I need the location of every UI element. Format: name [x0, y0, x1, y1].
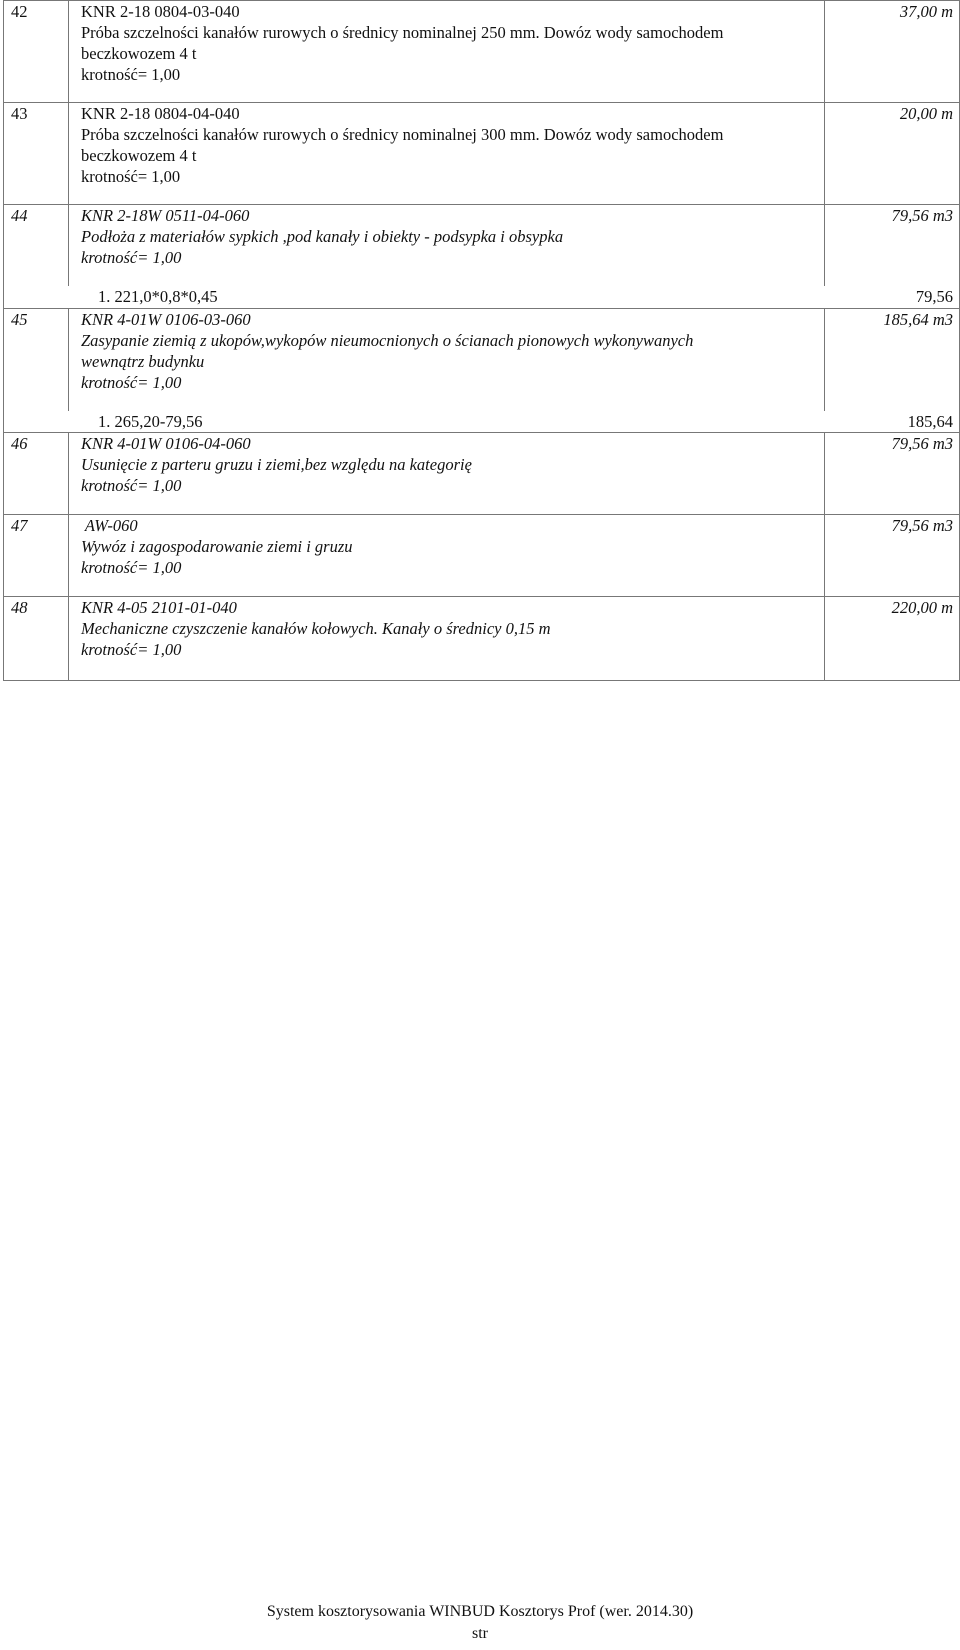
- footer-system-name: System kosztorysowania WINBUD Kosztorys Prof (wer. 2014.30): [266, 1603, 694, 1620]
- item-description: [69, 433, 825, 514]
- item-code: KNR 2-18W 0511-04-060: [81, 206, 250, 225]
- item-multiplier: krotność= 1,00: [81, 65, 181, 84]
- item-desc-line: Wywóz i zagospodarowanie ziemi i gruzu: [81, 537, 353, 556]
- item-quantity: 79,56 m3: [891, 206, 953, 225]
- item-code: AW-060: [81, 516, 138, 535]
- item-desc-line: wewnątrz budynku: [81, 352, 205, 371]
- item-description: [69, 103, 825, 204]
- footer-page-label: str: [472, 1625, 488, 1642]
- item-description: [69, 205, 825, 286]
- item-number: 45: [4, 309, 69, 411]
- table-row: [4, 0, 959, 102]
- item-desc-line: Próba szczelności kanałów rurowych o średnicy nominalnej 300 mm. Dowóz wody samochodem: [81, 125, 724, 144]
- calculation-expression: 1. 221,0*0,8*0,45: [98, 287, 218, 306]
- page-footer: [0, 1601, 960, 1645]
- item-description: [69, 309, 825, 411]
- table-row: [4, 432, 959, 514]
- item-code: KNR 2-18 0804-03-040: [81, 2, 240, 21]
- item-quantity: 20,00 m: [899, 104, 953, 123]
- item-description: [69, 597, 825, 680]
- item-desc-line: beczkowozem 4 t: [81, 44, 197, 63]
- item-multiplier: krotność= 1,00: [81, 248, 182, 267]
- item-number: 48: [4, 597, 69, 680]
- calculation-result: 79,56: [915, 287, 953, 306]
- item-code: KNR 4-01W 0106-03-060: [81, 310, 251, 329]
- item-desc-line: Próba szczelności kanałów rurowych o średnicy nominalnej 250 mm. Dowóz wody samochodem: [81, 23, 724, 42]
- item-quantity: 79,56 m3: [891, 516, 953, 535]
- item-desc-line: beczkowozem 4 t: [81, 146, 197, 165]
- item-multiplier: krotność= 1,00: [81, 167, 181, 186]
- table-row: [4, 514, 959, 596]
- item-description: [69, 1, 825, 102]
- calculation-expression: 1. 265,20-79,56: [98, 412, 203, 431]
- table-row: [4, 102, 959, 204]
- item-number: 47: [4, 515, 69, 596]
- item-quantity: 220,00 m: [891, 598, 953, 617]
- item-multiplier: krotność= 1,00: [81, 476, 182, 495]
- item-description: [69, 515, 825, 596]
- table-row: [4, 308, 959, 411]
- calculation-row: [4, 286, 959, 308]
- cost-estimate-table: [3, 0, 960, 681]
- item-number: 44: [4, 205, 69, 286]
- item-quantity: 79,56 m3: [891, 434, 953, 453]
- item-desc-line: Zasypanie ziemią z ukopów,wykopów nieumocnionych o ścianach pionowych wykonywanych: [81, 331, 694, 350]
- item-multiplier: krotność= 1,00: [81, 640, 182, 659]
- item-desc-line: Mechaniczne czyszczenie kanałów kołowych. Kanały o średnicy 0,15 m: [81, 619, 551, 638]
- item-quantity: 37,00 m: [899, 2, 953, 21]
- item-desc-line: Podłoża z materiałów sypkich ,pod kanały i obiekty - podsypka i obsypka: [81, 227, 564, 246]
- item-code: KNR 2-18 0804-04-040: [81, 104, 240, 123]
- calculation-result: 185,64: [907, 412, 953, 431]
- item-code: KNR 4-05 2101-01-040: [81, 598, 237, 617]
- item-quantity: 185,64 m3: [883, 310, 953, 329]
- item-multiplier: krotność= 1,00: [81, 558, 182, 577]
- table-row: [4, 596, 959, 680]
- item-number: 46: [4, 433, 69, 514]
- calculation-row: [4, 411, 959, 432]
- item-number: 43: [4, 103, 69, 204]
- item-code: KNR 4-01W 0106-04-060: [81, 434, 251, 453]
- item-number: 42: [4, 1, 69, 102]
- item-desc-line: Usunięcie z parteru gruzu i ziemi,bez względu na kategorię: [81, 455, 472, 474]
- table-row: [4, 204, 959, 286]
- item-multiplier: krotność= 1,00: [81, 373, 182, 392]
